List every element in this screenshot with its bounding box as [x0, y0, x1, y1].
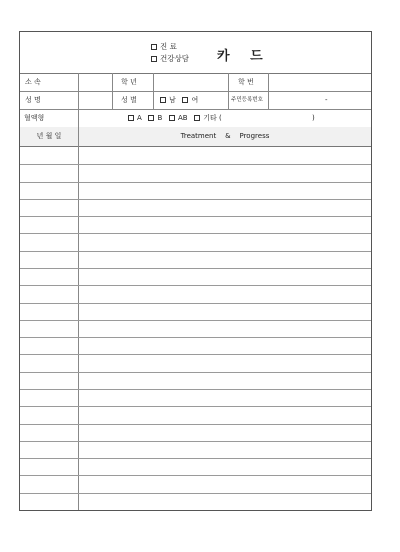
table-row-line — [20, 372, 371, 373]
card-title: 카 드 — [217, 49, 271, 64]
label-grade: 학 년 — [121, 78, 137, 86]
gender-options — [160, 91, 198, 109]
field-student-id[interactable] — [269, 73, 369, 91]
option-health-consult[interactable] — [151, 53, 189, 65]
label-name: 성 명 — [25, 96, 41, 104]
label-male: 남 — [169, 96, 176, 104]
card-title-block — [20, 32, 371, 74]
table-row-line — [20, 406, 371, 407]
table-row-line — [20, 233, 371, 234]
field-grade[interactable] — [154, 73, 228, 91]
table-row-line — [20, 251, 371, 252]
checkbox-female[interactable] — [182, 97, 188, 103]
option-health-consult-label: 건강상담 — [160, 54, 189, 63]
checkbox-health-consult[interactable] — [151, 56, 157, 62]
info-row-name — [20, 91, 371, 110]
label-a: A — [137, 114, 142, 122]
progress-table-body — [20, 147, 371, 510]
label-student-id: 학 번 — [238, 78, 254, 86]
table-row-line — [20, 441, 371, 442]
card-type-options — [151, 41, 189, 65]
table-row-line — [20, 493, 371, 494]
progress-table-header — [20, 127, 371, 147]
resident-number-dash: - — [325, 96, 328, 104]
table-row-line — [20, 320, 371, 321]
table-row-line — [20, 354, 371, 355]
record-card-form — [19, 31, 372, 511]
label-other: 기타 ( — [203, 114, 222, 122]
field-name[interactable] — [79, 91, 112, 109]
blood-type-options — [128, 109, 222, 127]
table-row-line — [20, 337, 371, 338]
column-date: 년 월 일 — [36, 132, 62, 140]
field-affiliation[interactable] — [79, 73, 112, 91]
checkbox-other[interactable] — [194, 115, 200, 121]
label-blood-type: 혈액형 — [24, 114, 45, 122]
table-row-line — [20, 303, 371, 304]
checkbox-a[interactable] — [128, 115, 134, 121]
table-row-line — [20, 389, 371, 390]
label-resident-number: 주민등록번호 — [231, 97, 263, 103]
label-other-close: ) — [312, 114, 315, 122]
info-row-affiliation — [20, 73, 371, 92]
label-b: B — [157, 114, 163, 122]
table-row-line — [20, 216, 371, 217]
option-clinic[interactable] — [151, 41, 189, 53]
label-gender: 성 별 — [121, 96, 137, 104]
table-row-line — [20, 458, 371, 459]
table-row-line — [20, 182, 371, 183]
label-female: 여 — [191, 96, 199, 104]
option-clinic-label: 진 료 — [160, 42, 177, 51]
table-row-line — [20, 268, 371, 269]
checkbox-clinic[interactable] — [151, 44, 157, 50]
table-row-line — [20, 475, 371, 476]
label-affiliation: 소 속 — [25, 78, 41, 86]
info-row-blood-type — [20, 109, 371, 128]
table-row-line — [20, 164, 371, 165]
table-row-line — [20, 285, 371, 286]
table-row-line — [20, 424, 371, 425]
checkbox-b[interactable] — [148, 115, 154, 121]
checkbox-ab[interactable] — [169, 115, 175, 121]
label-ab: AB — [177, 114, 188, 122]
checkbox-male[interactable] — [160, 97, 166, 103]
table-row-line — [20, 199, 371, 200]
column-treatment-progress: Treatment & Progress — [180, 132, 270, 140]
